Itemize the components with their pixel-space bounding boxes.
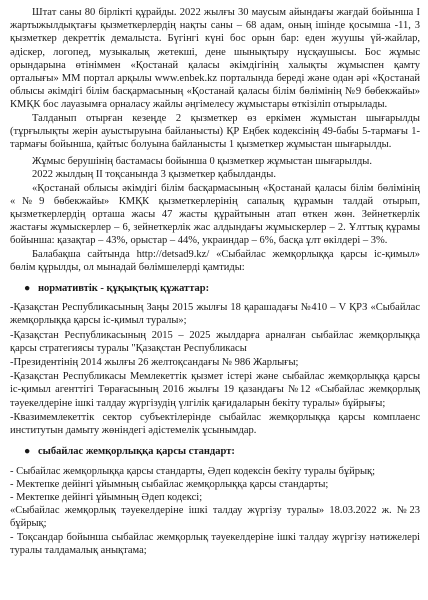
section-heading-normative xyxy=(24,282,420,295)
bullet-icon: ● xyxy=(24,283,31,295)
list-item: -Президентінің 2014 жылғы 26 желтоқсандағы № 986 Жарлығы; xyxy=(10,357,299,369)
section-heading-text: сыбайлас жемқорлыққа қарсы стандарт: xyxy=(38,446,235,458)
list-item: -Қазақстан Республикасының 2015 – 2025 жылдарға арналған сыбайлас жемқорлыққа қарсы стратегиясы туралы "Қазақстан Республикасы xyxy=(10,329,420,354)
paragraph-hired: 2022 жылдың ІІ тоқсанында 3 қызметкер қабылданды. xyxy=(32,169,276,181)
list-item: «Сыбайлас жемқорлық тәуекелдеріне ішкі талдау жүргізу туралы» 18.03.2022 ж. №23 бұйрық; xyxy=(10,505,420,530)
paragraph-dismissals: Талданып отырған кезеңде 2 қызметкер өз еркімен жұмыстан шығарылды (тұрғылықты жерін ауыстыруына байланысты) ҚР Еңбек кодексінің 49-бабы 5-тармағы 1-тармағы бойынша, қайтыс болуына байланысты 1 қызметкер жұмыстан шығарылды. xyxy=(10,112,420,151)
bullet-icon: ● xyxy=(24,446,31,458)
list-item: - Тоқсандар бойынша сыбайлас жемқорлық тәуекелдеріне ішкі талдау жүргізу нәтижелері туралы талдамалық анықтама; xyxy=(10,531,420,556)
list-item: - Сыбайлас жемқорлыққа қарсы стандарты, Әдеп кодексін бекіту туралы бұйрық; xyxy=(10,465,376,477)
paragraph-composition: «Қостанай облысы әкімдігі білім басқармасының «Қостанай қаласы білім бөлімінің «№9 бөбекжайы» КМҚК қызметкерлерінің сапалық құрамын талдай отырып, қызметкерлердің орташа жасы 47 жасты құрайтынын атап өткен жөн. Зейнеткерлік жастағы жұмыскерлер – 6, зейнеткерлік жас алдындағы жұмыскерлер – 2. Ұлттық құрамы бойынша: қазақтар – 43%, орыстар – 44%, украиндар – 6%, басқа ұлт өкілдері – 3%. xyxy=(10,182,420,247)
list-item: -Қазақстан Республикасы Мемлекеттік қызмет істері және сыбайлас жемқорлыққа қарсы іс-қимыл агенттігі Төрағасының 2016 жылғы 19 қазандағы №12 «Сыбайлас жемқорлық тәуекелдеріне ішкі талдау жүргізудің үлгілік қағидаларын бекіту туралы» бұйрығы; xyxy=(10,371,420,409)
paragraph-website: Балабақша сайтында http://detsad9.kz/ «Сыбайлас жемқорлыққа қарсы іс-қимыл» бөлім құрылды, ол мынадай бөлімшелерді қамтиды: xyxy=(10,248,420,273)
section-heading-standard xyxy=(24,445,420,458)
list-item: -Қазақстан Республикасының Заңы 2015 жылғы 18 қарашадағы №410 – V ҚРЗ «Сыбайлас жемқорлыққа қарсы іс-қимыл туралы»; xyxy=(10,302,420,327)
paragraph-employer-initiative: Жұмыс берушінің бастамасы бойынша 0 қызметкер жұмыстан шығарылды. xyxy=(32,156,372,168)
list-item: -Квазимемлекеттік сектор субъектілерінде сыбайлас жемқорлыққа қарсы комплаенс институтын дамыту жөніндегі әдістемелік ұсынымдар. xyxy=(10,411,420,437)
section-heading-text: нормативтік - құқықтық құжаттар: xyxy=(38,283,210,295)
list-item: - Мектепке дейінгі ұйымның Әдеп кодексі; xyxy=(10,491,203,503)
paragraph-staff: Штат саны 80 бірлікті құрайды. 2022 жылғы 30 маусым айындағы жағдай бойынша І жартыжылдықтағы қызметкерлердің нақты саны – 68 адам, оның ішінде қосымша -11, 3 қызметкер декреттік демалыста. Бүгінгі күні бос орын бар: еден жуушы үй-жайлар, әдіскер, логопед, музыкалық жетекші, дене шынықтыру нұсқаушысы. Бос жұмыс орындарына өтініммен «Қостанай қаласы әкімдігінің халықты жұмыспен қамту орталығы» ММ портал арқылы www.enbek.kz порталында береді және одан әрі «Қостанай облысы әкімдігі білім басқармасының «Қостанай қаласы білім бөлімінің №9 бөбекжайы» КМҚК бос лауазымға орналасу жайлы әңгімелесу жұмыстары өткізіліп отырылады. xyxy=(10,7,420,111)
list-item: - Мектепке дейінгі ұйымның сыбайлас жемқорлыққа қарсы стандарты; xyxy=(10,478,329,490)
